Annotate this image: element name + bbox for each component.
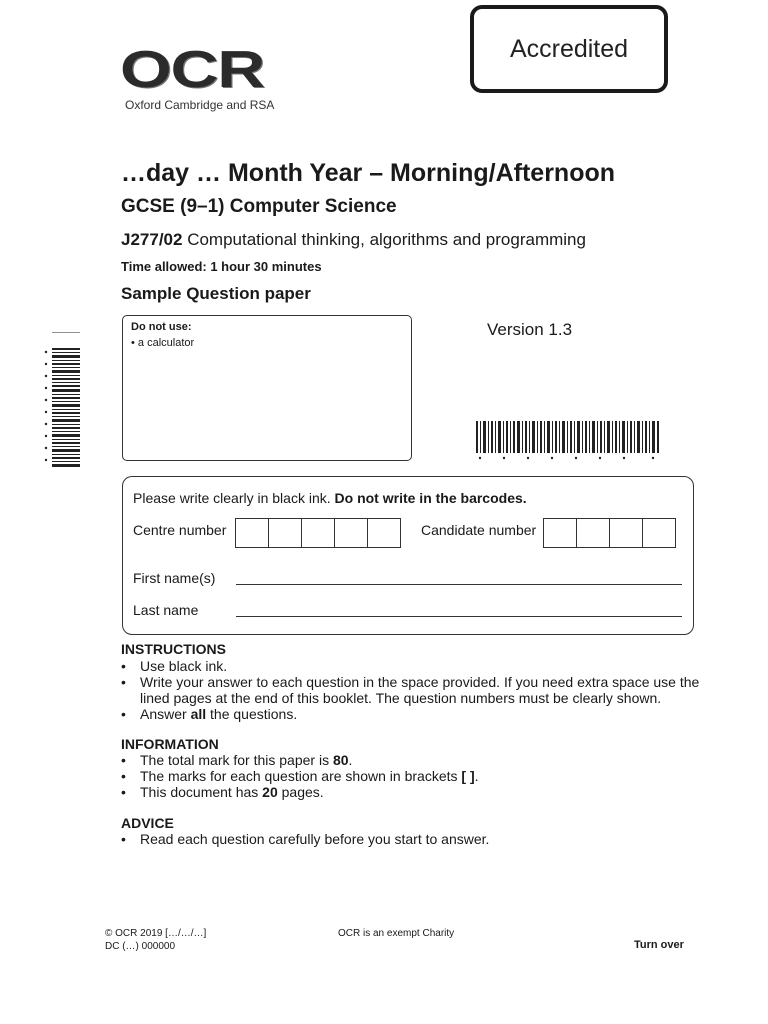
- logo-subtitle: Oxford Cambridge and RSA: [125, 98, 275, 112]
- list-item-text: Read each question carefully before you start to answer.: [140, 831, 490, 847]
- version-label: Version 1.3: [487, 320, 573, 339]
- instructions-list: [121, 658, 711, 722]
- list-item-text: The total mark for this paper is: [140, 752, 333, 768]
- information-list: [121, 752, 711, 800]
- list-item-text: This document has: [140, 784, 263, 800]
- list-item-text: the questions.: [206, 706, 298, 722]
- last-name-field[interactable]: [236, 616, 682, 617]
- do-not-use-title: Do not use:: [131, 321, 192, 333]
- footer-dc-code: DC (…) 000000: [105, 941, 176, 952]
- do-not-use-item: • a calculator: [131, 337, 195, 349]
- digit-cell[interactable]: [543, 518, 577, 548]
- list-item-emphasis: [ ]: [461, 768, 475, 784]
- instructions-heading: INSTRUCTIONS: [121, 641, 226, 657]
- accredited-badge: [470, 5, 668, 93]
- do-not-use-item-text: a calculator: [137, 337, 195, 349]
- list-item-text: Write your answer to each question in the space provided. If you need extra space use the lined pages at the end of this booklet. The question numbers must be clearly shown.: [140, 674, 700, 706]
- sample-paper-label: Sample Question paper: [121, 284, 311, 303]
- paper-line: [121, 230, 586, 250]
- barcode-vertical-icon: [42, 332, 82, 472]
- time-allowed: Time allowed: 1 hour 30 minutes: [121, 259, 322, 274]
- candidate-number-label: Candidate number: [421, 522, 537, 538]
- write-clearly-instruction: [133, 490, 527, 506]
- subject-title: GCSE (9–1) Computer Science: [121, 196, 397, 217]
- footer-charity: OCR is an exempt Charity: [338, 928, 455, 939]
- digit-cell[interactable]: [642, 518, 676, 548]
- write-clearly-text: Please write clearly in black ink.: [133, 490, 335, 506]
- digit-cell[interactable]: [301, 518, 335, 548]
- list-item: [121, 768, 711, 784]
- no-barcode-warning: Do not write in the barcodes.: [334, 490, 527, 506]
- list-item: [121, 752, 711, 768]
- digit-cell[interactable]: [609, 518, 643, 548]
- do-not-use-box: [122, 315, 412, 461]
- list-item: [121, 674, 711, 706]
- digit-cell[interactable]: [334, 518, 368, 548]
- ocr-logo: OCR: [120, 41, 265, 99]
- paper-title: Computational thinking, algorithms and programming: [187, 230, 586, 249]
- list-item-text: Answer: [140, 706, 191, 722]
- list-item-text: pages.: [277, 784, 324, 800]
- candidate-number-field[interactable]: [544, 518, 676, 548]
- digit-cell[interactable]: [576, 518, 610, 548]
- accredited-label: Accredited: [509, 34, 629, 63]
- list-item-text: Use black ink.: [140, 658, 228, 674]
- list-item-emphasis: 80: [332, 752, 349, 768]
- list-item: [121, 658, 711, 674]
- advice-heading: ADVICE: [121, 815, 174, 831]
- turn-over-label: Turn over: [634, 939, 684, 951]
- list-item-emphasis: 20: [262, 784, 278, 800]
- last-name-label: Last name: [133, 602, 199, 618]
- list-item: [121, 784, 711, 800]
- list-item-emphasis: all: [190, 706, 207, 722]
- list-item: [121, 831, 711, 847]
- digit-cell[interactable]: [367, 518, 401, 548]
- barcode-horizontal-icon: [476, 421, 660, 461]
- list-item-text: .: [474, 768, 479, 784]
- footer-copyright: © OCR 2019 […/…/…]: [105, 928, 207, 939]
- candidate-details-box: [122, 476, 694, 635]
- paper-code: J277/02: [121, 230, 183, 249]
- information-heading: INFORMATION: [121, 736, 219, 752]
- list-item-text: .: [348, 752, 353, 768]
- centre-number-label: Centre number: [133, 522, 227, 538]
- digit-cell[interactable]: [235, 518, 269, 548]
- list-item-text: The marks for each question are shown in brackets: [140, 768, 462, 784]
- advice-list: [121, 831, 711, 847]
- digit-cell[interactable]: [268, 518, 302, 548]
- list-item: [121, 706, 711, 722]
- exam-date: …day … Month Year – Morning/Afternoon: [121, 159, 616, 187]
- first-name-label: First name(s): [133, 570, 216, 586]
- centre-number-field[interactable]: [236, 518, 401, 548]
- first-name-field[interactable]: [236, 584, 682, 585]
